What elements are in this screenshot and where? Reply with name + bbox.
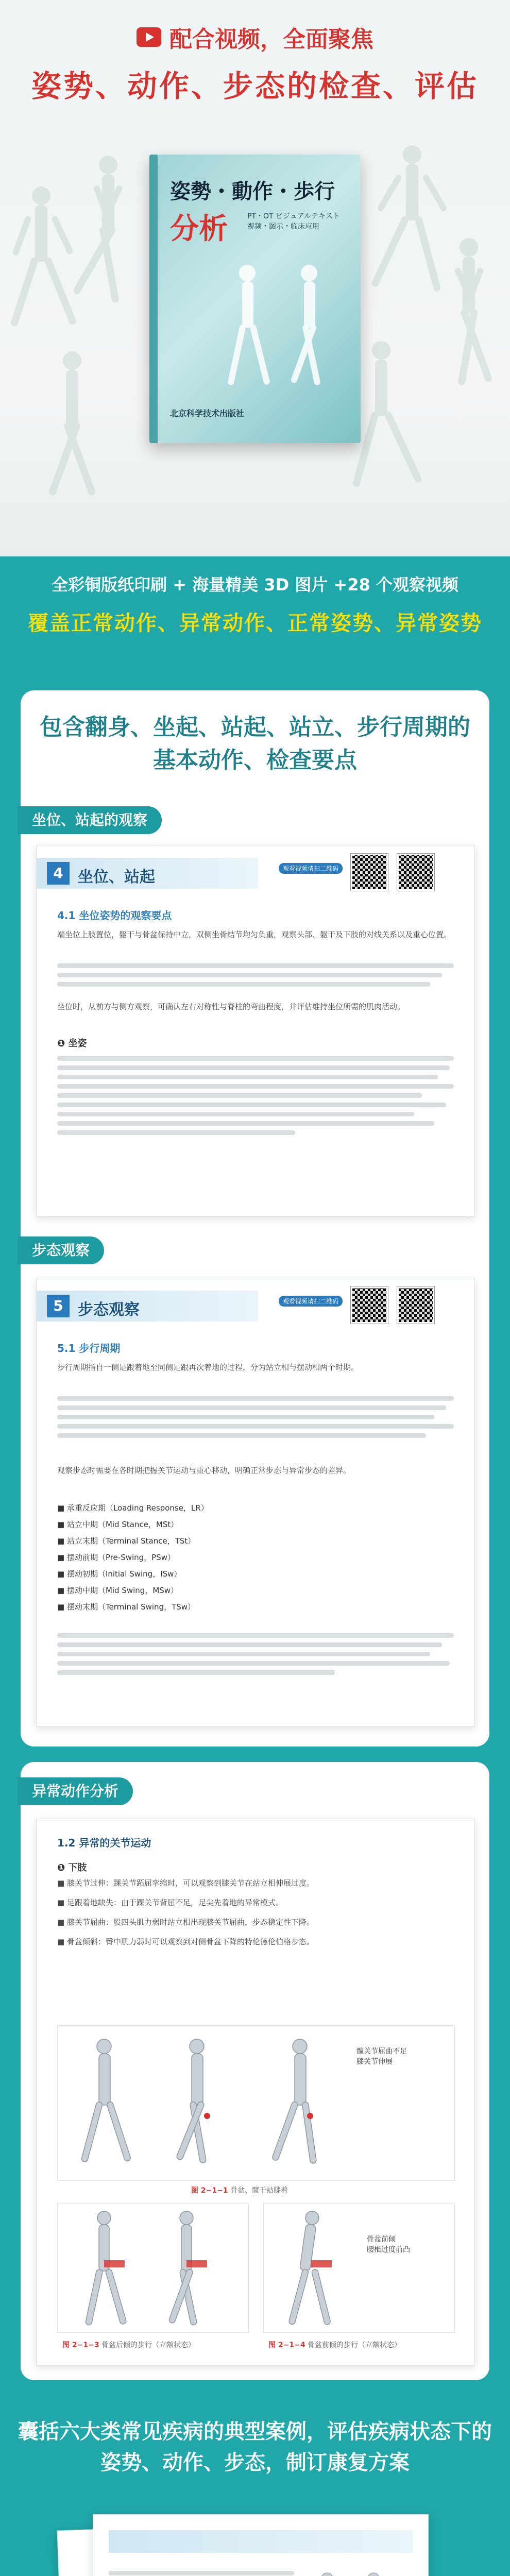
placeholder-text-lines bbox=[57, 959, 454, 991]
card1-title bbox=[21, 711, 489, 777]
case-intro-text bbox=[0, 2416, 510, 2478]
figure-caption-number: 图 2−1−3 bbox=[62, 2341, 99, 2349]
book-spine bbox=[149, 155, 158, 443]
gait-phase-item: ■ 摆动末期（Terminal Swing，TSw） bbox=[57, 1602, 196, 1612]
tag-sitting-standing: 坐位、站起的观察 bbox=[18, 806, 162, 834]
card1-title-line1: 包含翻身、坐起、站起、站立、步行周期的 bbox=[40, 714, 470, 740]
gait-phase-item: ■ 摆动初期（Initial Swing，ISw） bbox=[57, 1569, 182, 1579]
figure-caption-number: 图 2−1−1 bbox=[191, 2187, 228, 2195]
placeholder-text-lines bbox=[57, 1629, 454, 1680]
abnormal-items bbox=[57, 1876, 454, 1949]
case-figures-graphic bbox=[304, 2566, 413, 2576]
chapter-number: 4 bbox=[47, 862, 70, 885]
qr-code-icon bbox=[397, 854, 434, 891]
case-page-header bbox=[109, 2530, 413, 2553]
chapter-title: 步态观察 bbox=[78, 1301, 140, 1319]
book-jp-subtitle: PT・OT ビジュアルテキスト bbox=[247, 212, 340, 221]
paragraph: 坐位时，从前方与侧方观察，可确认左右对称性与脊柱的弯曲程度，并评估维持坐位所需的肌肉活动。 bbox=[57, 1002, 405, 1011]
abnormal-item: ■ 膝关节过伸：踝关节跖屈挛缩时，可以观察到膝关节在站立相伸展过度。 bbox=[57, 1878, 314, 1888]
video-line bbox=[137, 21, 373, 54]
feature-line-1: 全彩铜版纸印刷 + 海量精美 3D 图片 +28 个观察视频 bbox=[52, 575, 458, 595]
basic-actions-card bbox=[21, 690, 489, 1747]
section-heading: 4.1 坐位姿势的观察要点 bbox=[57, 909, 172, 922]
qr-label: 观看视频请扫二维码 bbox=[279, 863, 343, 874]
chapter-header bbox=[37, 1291, 474, 1321]
figure-caption-text: 骨盆后倾的步行（立额状态） bbox=[101, 2341, 196, 2349]
figure-caption bbox=[268, 2340, 401, 2350]
video-line-text: 配合视频，全面聚焦 bbox=[169, 26, 373, 53]
tag-gait: 步态观察 bbox=[18, 1236, 104, 1264]
abnormal-item: ■ 足跟着地缺失：由于踝关节背屈不足，足尖先着地的异常模式。 bbox=[57, 1898, 283, 1907]
anterior-tilt-graphic bbox=[264, 2204, 454, 2332]
abnormal-page-preview bbox=[36, 1819, 475, 2366]
figure-caption bbox=[62, 2340, 195, 2350]
book-cn-subtitle: 视频・图示・临床应用 bbox=[247, 223, 319, 231]
book-subtitle bbox=[247, 211, 340, 232]
abnormal-analysis-card bbox=[21, 1762, 489, 2380]
video-play-icon bbox=[137, 27, 161, 47]
section-heading: 5.1 步行周期 bbox=[57, 1342, 121, 1354]
book-cover bbox=[149, 155, 361, 443]
gait-page-preview bbox=[36, 1278, 475, 1727]
chapter-bar bbox=[37, 1291, 258, 1321]
gait-phase-item: ■ 承重反应期（Loading Response，LR） bbox=[57, 1503, 209, 1513]
qr-code-icon bbox=[397, 1286, 434, 1324]
gait-phase-item: ■ 摆动中期（Mid Swing，MSw） bbox=[57, 1586, 179, 1595]
feature-line-2: 覆盖正常动作、异常动作、正常姿势、异常姿势 bbox=[28, 612, 482, 635]
anterior-tilt-figure bbox=[263, 2203, 455, 2333]
book-cn-title: 分析 bbox=[170, 212, 228, 246]
qr-label: 观看视频请扫二维码 bbox=[279, 1296, 343, 1307]
book-publisher-mark: 北京科学技术出版社 bbox=[170, 409, 245, 418]
posterior-tilt-figure bbox=[57, 2203, 249, 2333]
case-intro-line1: 囊括六大类常见疾病的典型案例，评估疾病状态下的 bbox=[18, 2420, 492, 2444]
card1-title-line2: 基本动作、检查要点 bbox=[153, 747, 357, 773]
subheading: ❶ 坐姿 bbox=[57, 1038, 87, 1049]
gait-sequence-figure bbox=[57, 2025, 455, 2181]
paragraph: 观察步态时需要在各时期把握关节运动与重心移动，明确正常步态与异常步态的差异。 bbox=[57, 1466, 351, 1475]
hero-section bbox=[0, 0, 510, 556]
qr-code-icon bbox=[351, 1286, 388, 1324]
chapter-title: 坐位、站起 bbox=[78, 868, 155, 886]
feature-band bbox=[0, 556, 510, 677]
posterior-tilt-graphic bbox=[58, 2204, 248, 2332]
figure-caption-text: 骨盆、髋于站膝着 bbox=[230, 2187, 288, 2195]
stacked-page-front bbox=[93, 2514, 429, 2576]
hero-heading bbox=[0, 21, 510, 105]
abnormal-item: ■ 膝关节屈曲：股四头肌力弱时站立相出现膝关节屈曲，步态稳定性下降。 bbox=[57, 1918, 314, 1927]
sitting-page-preview bbox=[36, 845, 475, 1217]
book-cover-figures bbox=[216, 258, 350, 397]
book-jp-title: 姿勢・動作・歩行 bbox=[170, 180, 335, 204]
figure-caption-number: 图 2−1−4 bbox=[268, 2341, 305, 2349]
figure-callout: 骨盆前倾 腰椎过度前凸 bbox=[367, 2235, 410, 2254]
chapter-header bbox=[37, 858, 474, 889]
abnormal-item: ■ 骨盆倾斜：臀中肌力弱时可以观察到对侧骨盆下降的特伦德伦伯格步态。 bbox=[57, 1937, 314, 1946]
case-intro-line2: 姿势、动作、步态，制订康复方案 bbox=[100, 2451, 410, 2475]
tag-abnormal-analysis: 异常动作分析 bbox=[18, 1777, 133, 1805]
gait-phase-item: ■ 站立末期（Terminal Stance，TSt） bbox=[57, 1536, 196, 1546]
paragraph: 步行周期指自一侧足跟着地至同侧足跟再次着地的过程，分为站立相与摆动相两个时期。 bbox=[57, 1363, 359, 1372]
figure-callout: 髋关节屈曲不足 膝关节伸展 bbox=[356, 2047, 407, 2066]
gait-phase-item: ■ 摆动前期（Pre-Swing，PSw） bbox=[57, 1553, 176, 1562]
section-heading: 1.2 异常的关节运动 bbox=[57, 1837, 151, 1849]
figure-caption-text: 骨盆前倾的步行（立额状态） bbox=[308, 2341, 402, 2349]
gait-phase-item: ■ 站立中期（Mid Stance，MSt） bbox=[57, 1520, 179, 1529]
placeholder-text-lines bbox=[57, 1052, 454, 1140]
paragraph: 端坐位上肢置位，躯干与骨盆保持中立，双侧坐骨结节均匀负重，观察头部、躯干及下肢的对线关系以及重心位置。 bbox=[57, 930, 452, 939]
gait-phase-list bbox=[57, 1500, 454, 1615]
chapter-number: 5 bbox=[47, 1295, 70, 1317]
placeholder-text-lines bbox=[109, 2566, 294, 2576]
qr-code-icon bbox=[351, 854, 388, 891]
subheading: ❶ 下肢 bbox=[57, 1862, 87, 1873]
placeholder-text-lines bbox=[57, 1392, 454, 1443]
figure-caption bbox=[191, 2185, 288, 2195]
hero-title: 姿势、动作、步态的检查、评估 bbox=[31, 69, 479, 104]
